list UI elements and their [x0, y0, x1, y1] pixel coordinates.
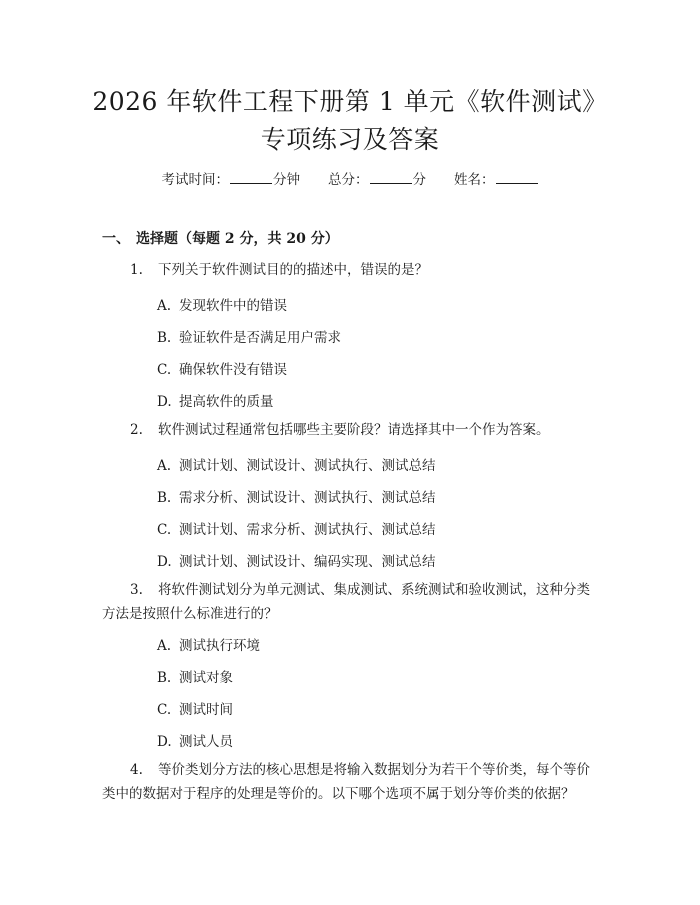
student-name-blank — [496, 169, 538, 184]
exam-time-unit: 分钟 — [273, 172, 300, 188]
option-label: A. — [157, 638, 172, 654]
question-text: 下列关于软件测试目的的描述中，错误的是？ — [158, 262, 428, 278]
option-label: D. — [157, 734, 172, 750]
option-label: C. — [157, 702, 172, 718]
question-1-option-c — [157, 358, 287, 378]
question-1-option-b — [157, 326, 341, 346]
option-label: B. — [157, 670, 172, 686]
total-score-unit: 分 — [412, 172, 426, 188]
option-label: C. — [157, 362, 172, 378]
question-4 — [102, 758, 602, 806]
option-label: A. — [157, 458, 172, 474]
question-1-option-d — [157, 390, 274, 410]
total-score — [328, 168, 426, 188]
option-label: C. — [157, 522, 172, 538]
option-text: 测试时间 — [179, 702, 233, 718]
question-2-option-c — [157, 518, 436, 538]
question-3-option-b — [157, 666, 233, 686]
option-label: D. — [157, 394, 172, 410]
question-number: 4. — [130, 762, 143, 778]
section-title: 选择题（每题 2 分，共 20 分） — [136, 231, 339, 247]
question-3-option-c — [157, 698, 233, 718]
question-text: 将软件测试划分为单元测试、集成测试、系统测试和验收测试，这种分类方法是按照什么标准进行的？ — [102, 582, 590, 622]
exam-meta — [0, 168, 700, 188]
question-3 — [102, 578, 602, 626]
option-text: 验证软件是否满足用户需求 — [179, 330, 341, 346]
question-1 — [130, 258, 428, 282]
question-3-option-a — [157, 634, 260, 654]
option-label: D. — [157, 554, 172, 570]
option-label: A. — [157, 298, 172, 314]
document-title-line-2: 专项练习及答案 — [260, 125, 440, 154]
option-label: B. — [157, 330, 172, 346]
question-text: 软件测试过程通常包括哪些主要阶段？请选择其中一个作为答案。 — [158, 422, 550, 438]
question-2-option-a — [157, 454, 436, 474]
option-text: 确保软件没有错误 — [179, 362, 287, 378]
option-text: 测试执行环境 — [179, 638, 260, 654]
option-text: 需求分析、测试设计、测试执行、测试总结 — [179, 490, 436, 506]
question-1-option-a — [157, 294, 287, 314]
option-text: 测试计划、测试设计、编码实现、测试总结 — [179, 554, 436, 570]
option-text: 测试计划、测试设计、测试执行、测试总结 — [179, 458, 436, 474]
student-name-label: 姓名： — [454, 172, 495, 188]
student-name — [454, 168, 539, 188]
question-3-option-d — [157, 730, 233, 750]
exam-time-label: 考试时间： — [161, 172, 229, 188]
section-number: 一、 — [102, 231, 130, 247]
option-text: 测试人员 — [179, 734, 233, 750]
question-number: 3. — [130, 582, 143, 598]
option-text: 测试计划、需求分析、测试执行、测试总结 — [179, 522, 436, 538]
question-number: 2. — [130, 422, 143, 438]
question-2-option-b — [157, 486, 436, 506]
option-text: 测试对象 — [179, 670, 233, 686]
exam-time — [162, 168, 301, 188]
option-text: 提高软件的质量 — [179, 394, 274, 410]
total-score-blank — [370, 169, 412, 184]
document-title-line-1: 2026 年软件工程下册第 1 单元《软件测试》 — [92, 87, 608, 116]
question-2-option-d — [157, 550, 436, 570]
option-text: 发现软件中的错误 — [179, 298, 287, 314]
section-heading — [102, 228, 339, 248]
option-label: B. — [157, 490, 172, 506]
exam-time-blank — [230, 169, 272, 184]
question-number: 1. — [130, 262, 143, 278]
total-score-label: 总分： — [328, 172, 369, 188]
question-2 — [130, 418, 550, 442]
question-text: 等价类划分方法的核心思想是将输入数据划分为若干个等价类，每个等价类中的数据对于程序的处理是等价的。以下哪个选项不属于划分等价类的依据？ — [102, 762, 590, 802]
